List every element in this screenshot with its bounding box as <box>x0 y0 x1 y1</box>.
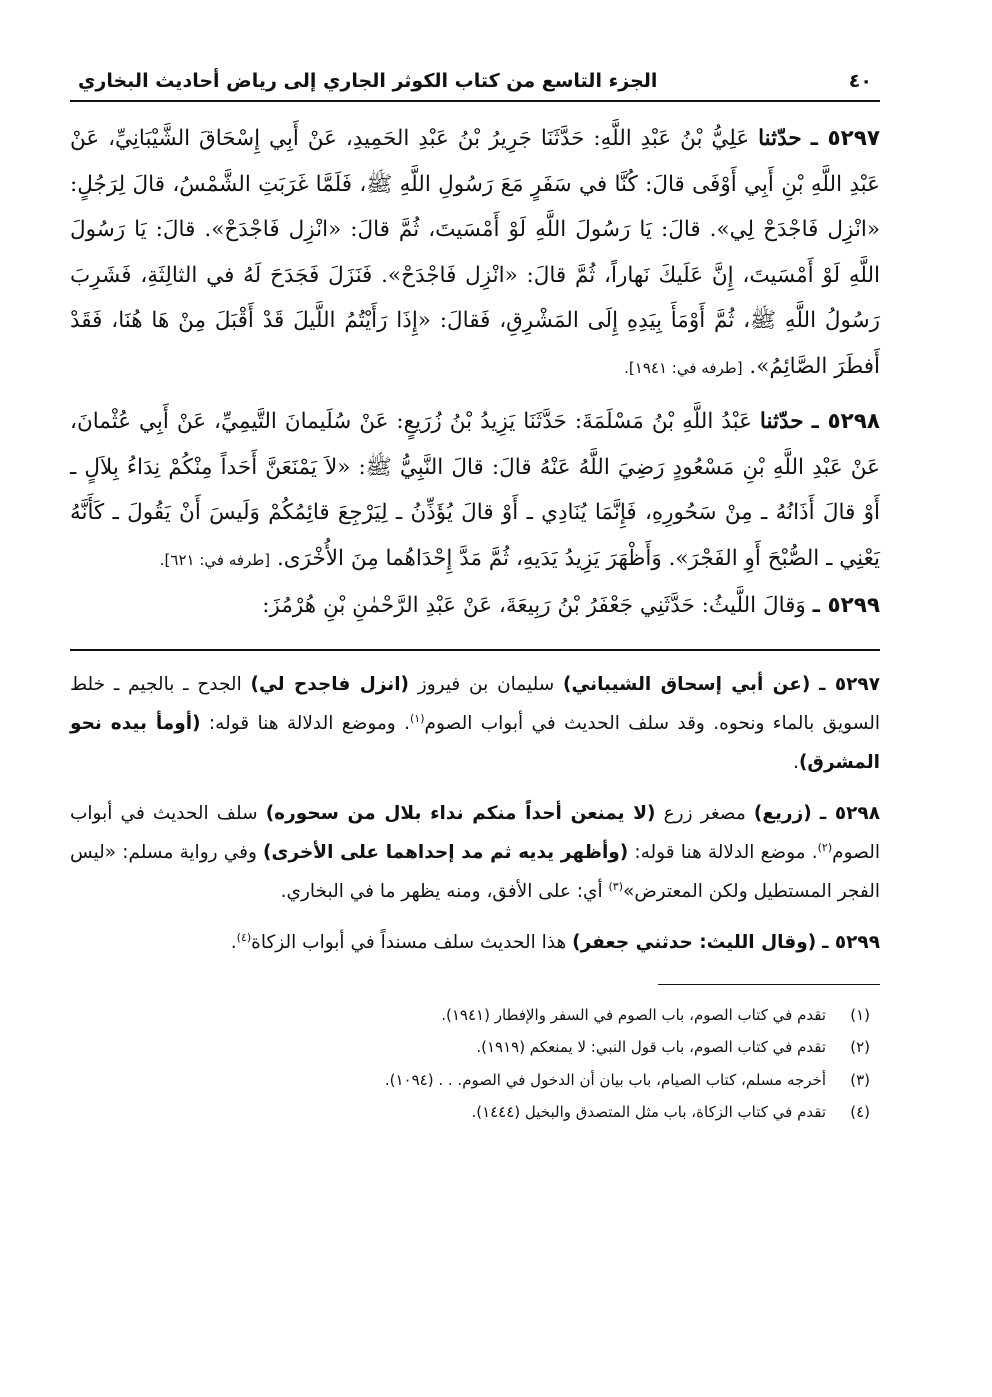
commentary-text: . موضع الدلالة هنا قوله: <box>628 841 818 863</box>
hadith-number: ٥٢٩٧ ـ <box>810 126 880 151</box>
footnote-ref: (١) <box>410 711 425 725</box>
footnote <box>70 999 870 1032</box>
hadith-text: وَقالَ اللَّيثُ: حَدَّثَنِي جَعْفَرُ بْنُ رَبِيعَةَ، عَنْ عَبْدِ الرَّحْمٰنِ بْنِ هُرْمُزَ: <box>262 593 806 618</box>
commentary-text: . <box>793 751 799 773</box>
footnote-mark: (١) <box>850 1005 870 1024</box>
commentary-5297 <box>70 665 880 782</box>
commentary-5299 <box>70 923 880 962</box>
commentary-number: ٥٢٩٩ ـ <box>822 931 880 953</box>
commentary-lemma: (لا يمنعن أحداً منكم نداء بلال من سحوره) <box>265 802 656 824</box>
footnote <box>70 1096 870 1129</box>
hadith-chain-lead: حدّثنا <box>758 126 802 151</box>
commentary-text: هذا الحديث سلف مسنداً في أبواب الزكاة <box>251 931 573 953</box>
commentary-divider <box>70 649 880 651</box>
commentary-5298 <box>70 794 880 911</box>
footnote-text: أخرجه مسلم، كتاب الصيام، باب بيان أن الدخول في الصوم. . . (١٠٩٤). <box>384 1070 826 1089</box>
footnote-ref: (٢) <box>817 840 833 854</box>
commentary-lemma: (زريع) <box>753 802 812 824</box>
running-title: الجزء التاسع من كتاب الكوثر الجاري إلى رياض أحاديث البخاري <box>78 70 658 92</box>
hadith-text: عَبْدُ اللَّهِ بْنُ مَسْلَمَةَ: حَدَّثَنَا يَزِيدُ بْنُ زُرَيعٍ: عَنْ سُلَيمانَ التَّيمِيِّ، عَنْ أَبِي عُثْمانَ، عَنْ عَبْدِ اللَّهِ بْنِ مَسْعُودٍ رَضِيَ اللَّهُ عَنْهُ قالَ: قالَ النَّبِيُّ ﷺ: «لاَ يَمْنَعَنَّ أَحَداً مِنْكُمْ نِدَاءُ بِلاَلٍ ـ أَوْ قالَ أَذَانُهُ ـ مِنْ سَحُورِهِ، فَإِنَّمَا يُنَادِي ـ أَوْ قالَ يُؤَذِّنُ ـ لِيَرْجِعَ قائِمُكُمْ وَلَيسَ أَنْ يَقُولَ ـ كَأَنَّهُ يَعْنِي ـ الصُّبْحَ أَوِ الفَجْرَ». وَأَظْهَرَ يَزِيدُ يَدَيهِ، ثُمَّ مَدَّ إِحْدَاهُما مِنَ الأُخْرَى. <box>70 409 880 571</box>
footnote <box>70 1031 870 1064</box>
commentary-text: سلف الحديث في أبواب الصوم <box>70 802 880 863</box>
footnote-ref: (٤) <box>236 930 252 944</box>
commentary-number: ٥٢٩٨ ـ <box>819 802 880 824</box>
footnote <box>70 1064 870 1097</box>
footnote-text: تقدم في كتاب الصوم، باب قول النبي: لا يمنعكم (١٩١٩). <box>476 1038 826 1056</box>
footnote-mark: (٣) <box>850 1070 870 1089</box>
book-page <box>70 70 880 1129</box>
commentary-lemma: (أومأ بيده نحو المشرق) <box>70 712 880 773</box>
hadith-chain-lead: حدّثنا <box>759 409 804 434</box>
commentary-number: ٥٢٩٧ ـ <box>819 673 881 695</box>
page-number: ٤٠ <box>848 70 872 92</box>
footnote-text: تقدم في كتاب الصوم، باب الصوم في السفر والإفطار (١٩٤١). <box>441 1005 826 1024</box>
commentary-text: . <box>230 931 237 953</box>
footnote-text: تقدم في كتاب الزكاة، باب مثل المتصدق والبخيل (١٤٤٤). <box>471 1103 826 1121</box>
footnote-mark: (٤) <box>850 1103 870 1121</box>
hadith-text: عَلِيُّ بْنُ عَبْدِ اللَّهِ: حَدَّثَنَا جَرِيرُ بْنُ عَبْدِ الحَمِيدِ، عَنْ أَبِي إِسْحَاقَ الشَّيْبَانِيِّ، عَنْ عَبْدِ اللَّهِ بْنِ أَبِي أَوْفَى قالَ: كُنَّا في سَفَرٍ مَعَ رَسُولِ اللَّهِ ﷺ، فَلَمَّا غَرَبَتِ الشَّمْسُ، قالَ لِرَجُلٍ: «انْزِل فَاجْدَحْ لِي». قالَ: يَا رَسُولَ اللَّهِ لَوْ أَمْسَيتَ، ثُمَّ قالَ: «انْزِل فَاجْدَحْ». قالَ: يَا رَسُولَ اللَّهِ لَوْ أَمْسَيتَ، إِنَّ عَلَيكَ نَهاراً، ثُمَّ قالَ: «انْزِل فَاجْدَحْ». فَنَزَلَ فَجَدَحَ لَهُ في الثالِثَةِ، فَشَرِبَ رَسُولُ اللَّهِ ﷺ، ثُمَّ أَوْمَأَ بِيَدِهِ إِلَى المَشْرِقِ، فَقالَ: «إِذَا رَأَيْتُمُ اللَّيلَ قَدْ أَقْبَلَ مِنْ هَا هُنَا، فَقَدْ أَفطَرَ الصَّائِمُ». <box>70 126 880 379</box>
commentary-text: وفي رواية مسلم: «ليس الفجر المستطيل ولكن المعترض» <box>70 841 880 902</box>
hadith-5298 <box>70 399 880 583</box>
hadith-5299 <box>70 583 880 629</box>
commentary-text: الجدح ـ بالجيم ـ خلط السويق بالماء ونحوه. وقد سلف الحديث في أبواب الصوم <box>70 673 881 734</box>
footnote-ref: (٣) <box>608 879 623 893</box>
commentary-lemma: (وقال الليث: حدثني جعفر) <box>572 931 817 953</box>
hadith-5297 <box>70 116 880 391</box>
commentary-text: أي: على الأفق، ومنه يظهر ما في البخاري. <box>280 880 609 902</box>
footnotes <box>70 999 880 1129</box>
hadith-number: ٥٢٩٩ ـ <box>812 593 880 618</box>
commentary-text: سليمان بن فيروز <box>409 673 563 695</box>
footnote-mark: (٢) <box>850 1038 870 1056</box>
footnote-divider <box>658 984 880 985</box>
commentary-text: . وموضع الدلالة هنا قوله: <box>200 712 410 734</box>
running-header <box>70 70 880 102</box>
hadith-cross-reference: [طرفه في: ٦٢١]. <box>159 550 271 569</box>
commentary-text: مصغر زرع <box>655 802 754 824</box>
commentary-lemma: (انزل فاجدح لي) <box>250 673 409 695</box>
hadith-cross-reference: [طرفه في: ١٩٤١]. <box>624 358 743 377</box>
commentary-lemma: (عن أبي إسحاق الشيباني) <box>562 673 811 695</box>
commentary-lemma: (وأظهر يديه ثم مد إحداهما على الأخرى) <box>263 841 629 863</box>
hadith-number: ٥٢٩٨ ـ <box>811 409 881 434</box>
